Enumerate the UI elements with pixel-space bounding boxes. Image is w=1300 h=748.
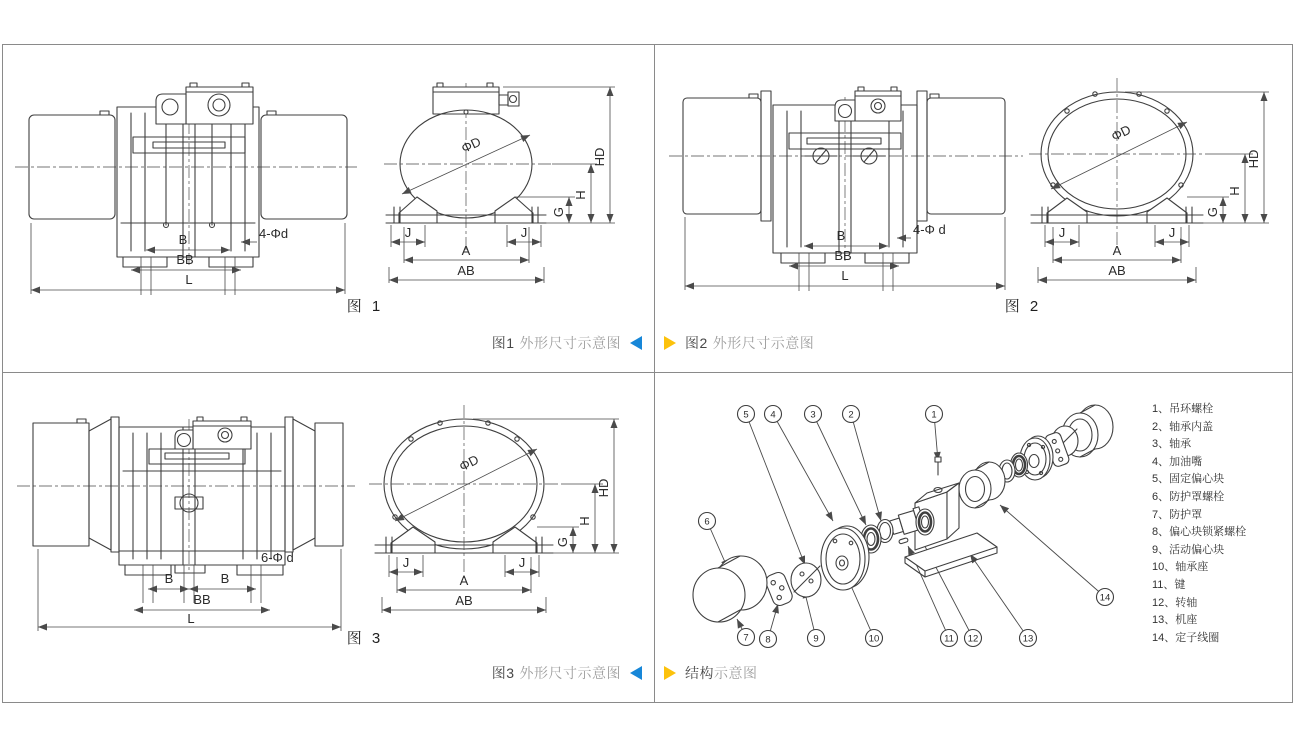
protective-cover: [693, 556, 767, 622]
svg-text:12: 12: [967, 633, 979, 645]
fig3-dim-ab: AB: [455, 593, 473, 608]
fig1-drawing: [3, 45, 654, 372]
fig2-dim-l: L: [841, 268, 849, 283]
svg-text:4: 4: [770, 409, 776, 421]
fig2-side-view: [669, 87, 1041, 315]
balloon-8: [760, 631, 777, 648]
balloon-4: [765, 406, 782, 423]
parts-list-item: 4、加油嘴: [1152, 455, 1203, 468]
balloon-13: [1020, 630, 1037, 647]
balloon-6: [699, 513, 716, 530]
fig3-dim-a: A: [459, 573, 469, 588]
fig3-dim-holes: 6-Φ d: [261, 550, 294, 565]
fig3-dim-j-right: J: [518, 555, 526, 570]
balloon-7: [738, 629, 755, 646]
svg-text:11: 11: [944, 633, 954, 645]
parts-list-item: 2、轴承内盖: [1152, 420, 1214, 433]
diagram-frame: [2, 44, 1293, 703]
fig2-dim-ab: AB: [1108, 263, 1126, 278]
svg-text:10: 10: [868, 633, 880, 645]
panel-structure: [655, 373, 1292, 702]
caption-fig1-text: 外形尺寸示意图: [519, 335, 621, 351]
caption-fig3-prefix: 图3: [491, 665, 515, 681]
fig1-dim-ab: AB: [457, 263, 475, 278]
caption-fig1-prefix: 图1: [491, 335, 515, 351]
caption-fig3: [492, 663, 642, 683]
balloon-1: [926, 406, 943, 423]
fig1-dim-hd: HD: [592, 147, 607, 167]
fig3-dim-h: H: [577, 516, 592, 526]
svg-text:13: 13: [1022, 633, 1034, 645]
fig2-dim-diameter: ΦD: [1108, 121, 1134, 145]
panel-fig1: [3, 45, 654, 372]
svg-text:7: 7: [743, 632, 749, 644]
fig3-dim-b-right: B: [220, 571, 230, 586]
movable-eccentric-block: [791, 563, 821, 597]
stator-coil: [959, 462, 1005, 508]
svg-text:1: 1: [931, 409, 937, 421]
shaft-bearing: [916, 509, 934, 535]
fig3-dim-hd: HD: [596, 478, 611, 498]
balloon-2: [843, 406, 860, 423]
fig3-drawing: [3, 373, 654, 702]
parts-list-item: 12、转轴: [1152, 596, 1198, 609]
fig3-dim-j-left: J: [402, 555, 410, 570]
fig1-dim-a: A: [461, 243, 471, 258]
fig2-end-view: [1029, 78, 1269, 283]
fig3-dim-g: G: [555, 536, 570, 548]
fig2-drawing: [655, 45, 1292, 372]
fig3-dim-l: L: [187, 611, 195, 626]
yellow-right-arrow-icon: [664, 666, 676, 680]
fig1-dim-l: L: [185, 272, 193, 287]
fig3-dim-bb: BB: [193, 592, 211, 607]
svg-text:9: 9: [813, 633, 819, 645]
caption-structure: [664, 663, 758, 683]
caption-fig3-text: 外形尺寸示意图: [519, 665, 621, 681]
balloon-11: [941, 630, 958, 647]
fig3-dim-diameter: ΦD: [456, 451, 482, 475]
fig2-dim-j-left: J: [1058, 225, 1066, 240]
parts-list-item: 1、吊环螺栓: [1152, 403, 1214, 415]
hanging-bolt: [935, 457, 941, 475]
balloon-12: [965, 630, 982, 647]
fig1-dim-b: B: [178, 232, 188, 247]
fig2-dim-bb: BB: [834, 248, 852, 263]
svg-text:14: 14: [1099, 592, 1111, 604]
balloon-3: [805, 406, 822, 423]
key: [899, 538, 909, 544]
fig1-side-view: [15, 83, 383, 315]
caption-fig2: [664, 333, 814, 353]
svg-text:6: 6: [704, 516, 710, 528]
parts-list: [1152, 401, 1290, 647]
bearing-seat-disc: [821, 526, 869, 590]
fig2-dim-holes: 4-Φ d: [913, 222, 946, 237]
fig3-end-view: [369, 405, 619, 613]
caption-structure-text: 示意图: [714, 665, 758, 681]
fig3-dim-b-left: B: [164, 571, 174, 586]
fixed-eccentric-plate: [764, 570, 795, 607]
fig2-dim-h: H: [1227, 186, 1242, 196]
parts-list-item: 7、防护罩: [1152, 508, 1203, 521]
parts-list-item: 9、活动偏心块: [1152, 543, 1225, 556]
balloon-10: [866, 630, 883, 647]
fig1-dim-h: H: [573, 190, 588, 200]
svg-text:5: 5: [743, 409, 749, 421]
fig2-dim-a: A: [1112, 243, 1122, 258]
parts-list-item: 11、键: [1152, 578, 1186, 591]
parts-list-item: 8、偏心块锁紧螺栓: [1152, 526, 1247, 539]
panel-fig2: [655, 45, 1292, 372]
panel-fig3: [3, 373, 654, 702]
caption-fig1: [492, 333, 642, 353]
parts-list-item: 3、轴承: [1152, 438, 1192, 451]
fig1-dim-diameter: ΦD: [458, 133, 484, 156]
fig2-dim-j-right: J: [1168, 225, 1176, 240]
yellow-right-arrow-icon: [664, 336, 676, 350]
fig1-end-view: [384, 83, 615, 283]
caption-fig2-text: 外形尺寸示意图: [712, 335, 815, 351]
blue-left-arrow-icon: [630, 666, 642, 680]
blue-left-arrow-icon: [630, 336, 642, 350]
parts-list-item: 6、防护罩螺栓: [1152, 490, 1225, 503]
exploded-parts: [693, 405, 1113, 622]
parts-list-item: 10、轴承座: [1152, 561, 1209, 574]
caption-structure-prefix: 结构: [685, 665, 714, 681]
svg-text:8: 8: [765, 634, 771, 646]
fig1-dim-bb: BB: [176, 252, 194, 267]
parts-list-item: 5、固定偏心块: [1152, 473, 1225, 486]
balloon-14: [1097, 589, 1114, 606]
fig3-side-view: [17, 417, 383, 647]
fig1-dim-g: G: [551, 206, 566, 218]
fig2-dim-g: G: [1205, 206, 1220, 218]
balloon-9: [808, 630, 825, 647]
fig1-dim-j-right: J: [520, 225, 528, 240]
fig1-title: 图 1: [346, 298, 384, 315]
fig2-dim-hd: HD: [1246, 149, 1261, 169]
fig2-dim-b: B: [836, 228, 846, 243]
fig1-dim-j-left: J: [404, 225, 412, 240]
parts-list-item: 13、机座: [1152, 614, 1198, 627]
svg-text:2: 2: [848, 409, 854, 421]
balloon-5: [738, 406, 755, 423]
fig3-title: 图 3: [346, 630, 384, 647]
caption-fig2-prefix: 图2: [685, 335, 708, 351]
fig1-dim-holes: 4-Φd: [259, 226, 289, 241]
parts-list-item: 14、定子线圈: [1152, 631, 1220, 644]
fig2-title: 图 2: [1004, 298, 1042, 315]
svg-text:3: 3: [810, 409, 816, 421]
